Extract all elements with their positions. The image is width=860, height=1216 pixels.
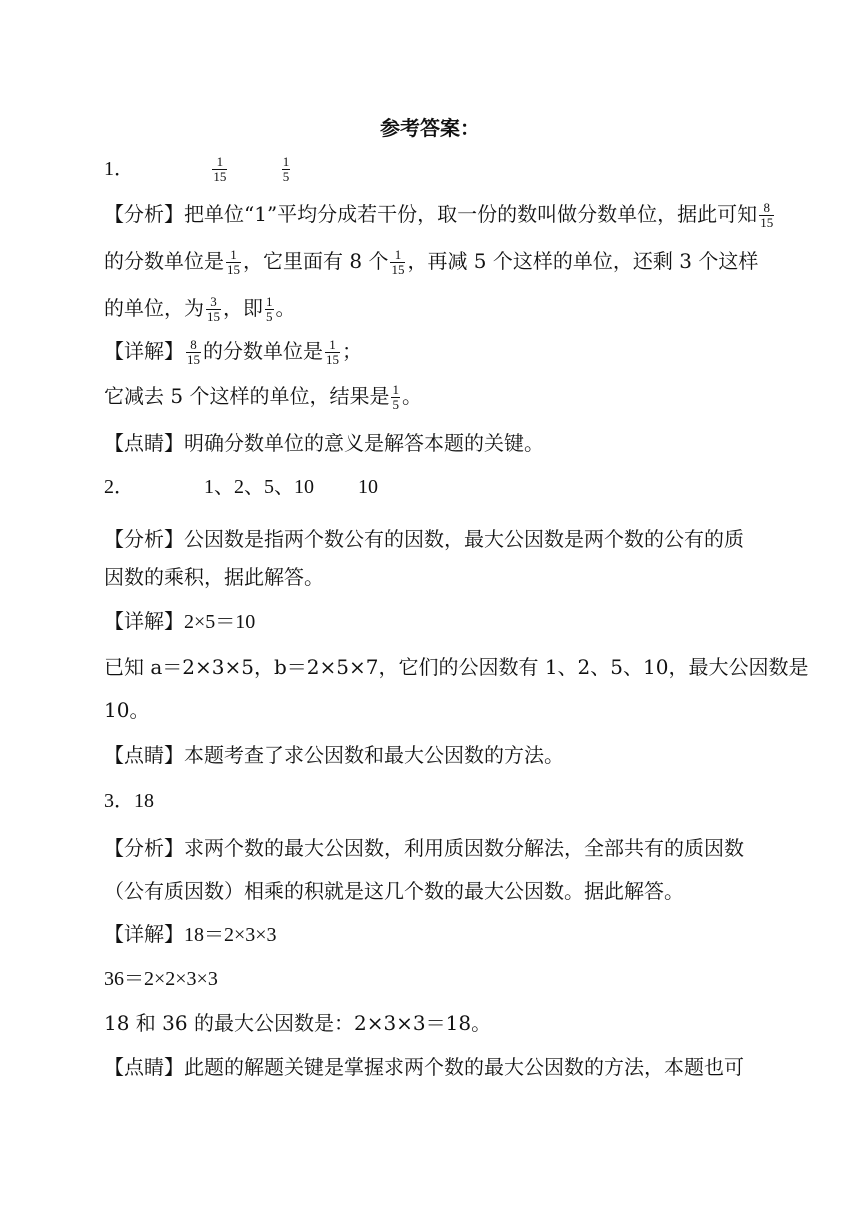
q1-analysis-line-2: 的分数单位是 $\frac{1}{15}$ ，它里面有 8 个 $\frac{1}{15}$ ，再减 5 个这样的单位，还剩 3 个这样 bbox=[104, 247, 759, 277]
q2-analysis-line-2: 因数的乘积，据此解答。 bbox=[104, 565, 324, 589]
q1-analysis-line-3: 的单位，为 $\frac{3}{15}$ ，即 $\frac{1}{5}$ 。 bbox=[104, 294, 296, 324]
q2-number: 2． bbox=[104, 476, 134, 498]
q3-comment-line: 【点睛】此题的解题关键是掌握求两个数的最大公因数的方法，本题也可 bbox=[104, 1055, 744, 1079]
comment-tag: 【点睛】 bbox=[104, 1055, 184, 1079]
q1-analysis-line-1: 【分析】把单位“1”平均分成若干份，取一份的数叫做分数单位，据此可知 $\frac{8}{15}$ bbox=[104, 200, 774, 230]
q3-analysis-line-2: （公有质因数）相乘的积就是这几个数的最大公因数。据此解答。 bbox=[104, 879, 684, 903]
q1-answer-fraction-1: $\frac{1}{15}$ bbox=[213, 154, 227, 184]
q3-detail-line-3: 18 和 36 的最大公因数是：2×3×3＝18。 bbox=[104, 1011, 492, 1035]
q1-detail-line-1: 【详解】 $\frac{8}{15}$ 的分数单位是 $\frac{1}{15}$ ； bbox=[104, 337, 362, 367]
q3-answer-line bbox=[104, 785, 760, 817]
q2-answer-2: 10 bbox=[358, 476, 378, 498]
fraction-8-15: $\frac{8}{15}$ bbox=[760, 200, 774, 230]
fraction-1-15: $\frac{1}{15}$ bbox=[326, 337, 339, 367]
analysis-tag: 【分析】 bbox=[104, 836, 184, 860]
detail-tag: 【详解】 bbox=[104, 609, 184, 633]
fraction-3-15: $\frac{3}{15}$ bbox=[207, 294, 220, 324]
comment-tag: 【点睛】 bbox=[104, 743, 184, 767]
q1-comment-line: 【点睛】明确分数单位的意义是解答本题的关键。 bbox=[104, 431, 544, 455]
q2-answer-line bbox=[104, 471, 760, 503]
analysis-tag: 【分析】 bbox=[104, 527, 184, 551]
q1-answer-line bbox=[104, 152, 760, 185]
fraction-8-15: $\frac{8}{15}$ bbox=[187, 337, 200, 367]
q2-analysis-line-1: 【分析】公因数是指两个数公有的因数，最大公因数是两个数的公有的质 bbox=[104, 527, 744, 551]
q1-detail-line-2: 它减去 5 个这样的单位，结果是 $\frac{1}{5}$ 。 bbox=[104, 382, 422, 412]
q2-detail-line-2: 已知 a＝2×3×5，b＝2×5×7，它们的公因数有 1、2、5、10，最大公因数是 bbox=[104, 655, 809, 679]
q1-answer-fraction-2: $\frac{1}{5}$ bbox=[282, 154, 290, 184]
fraction-1-15: $\frac{1}{15}$ bbox=[391, 247, 405, 277]
fraction-1-15: $\frac{1}{15}$ bbox=[227, 247, 240, 277]
analysis-tag: 【分析】 bbox=[104, 202, 184, 226]
q1-number: 1． bbox=[104, 158, 134, 180]
detail-tag: 【详解】 bbox=[104, 339, 184, 363]
fraction-1-5: $\frac{1}{5}$ bbox=[266, 294, 273, 324]
page-title: 参考答案： bbox=[380, 116, 480, 140]
fraction-1-5: $\frac{1}{5}$ bbox=[392, 382, 399, 412]
q3-answer: 18 bbox=[134, 790, 154, 812]
comment-tag: 【点睛】 bbox=[104, 431, 184, 455]
q2-detail-line-1: 【详解】2×5＝10 bbox=[104, 609, 256, 633]
q3-analysis-line-1: 【分析】求两个数的最大公因数，利用质因数分解法，全部共有的质因数 bbox=[104, 836, 744, 860]
q3-detail-line-1: 【详解】18＝2×3×3 bbox=[104, 922, 277, 946]
detail-tag: 【详解】 bbox=[104, 922, 184, 946]
q2-answer-1: 1、2、5、10 bbox=[204, 476, 314, 498]
q2-detail-line-3: 10。 bbox=[104, 698, 150, 722]
q3-detail-line-2: 36＝2×2×3×3 bbox=[104, 968, 218, 990]
q3-number: 3． bbox=[104, 790, 134, 812]
q2-comment-line: 【点睛】本题考查了求公因数和最大公因数的方法。 bbox=[104, 743, 564, 767]
